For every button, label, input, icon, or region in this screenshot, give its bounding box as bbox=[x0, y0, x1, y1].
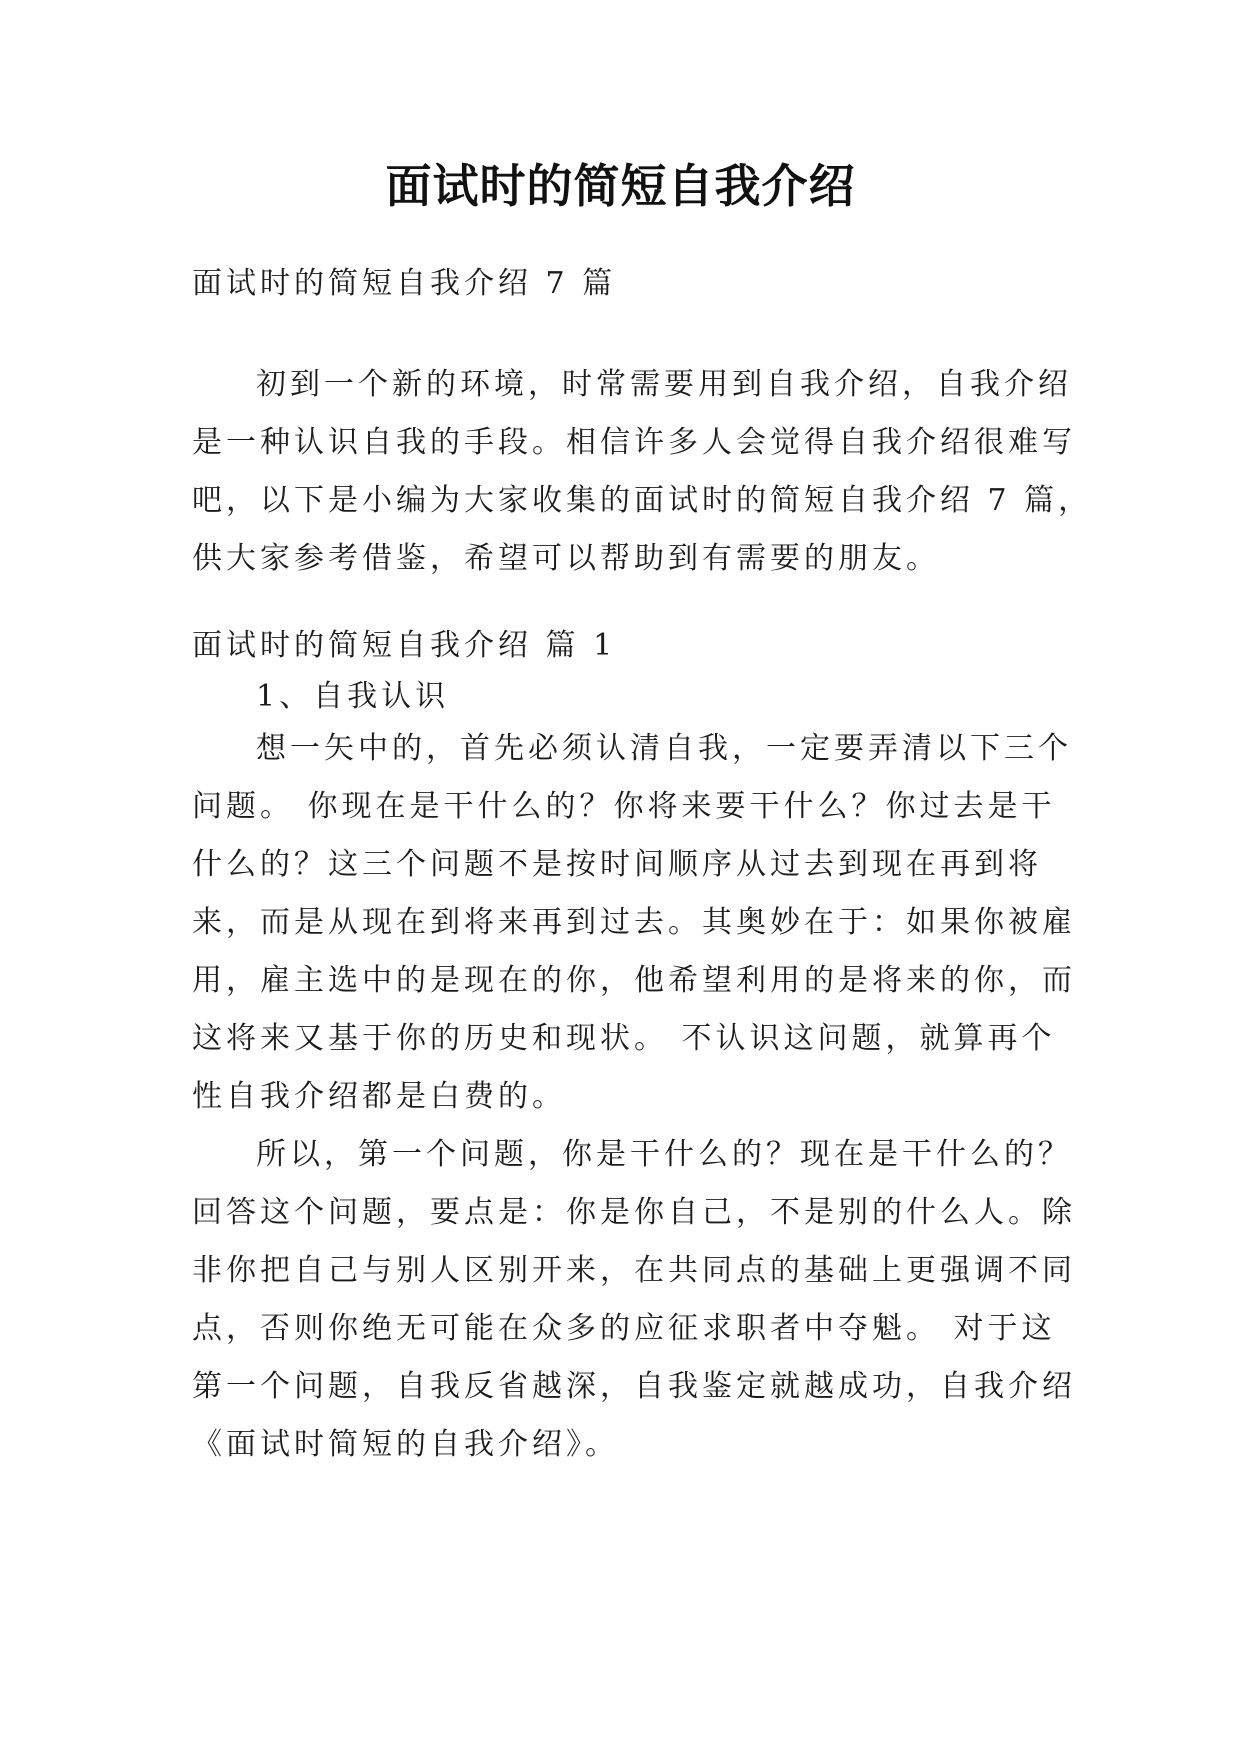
paragraph-line: 供大家参考借鉴，希望可以帮助到有需要的朋友。 bbox=[192, 541, 940, 576]
paragraph-line: 初到一个新的环境，时常需要用到自我介绍，自我介绍 bbox=[256, 367, 1072, 402]
subheading-text: 1、自我认识 bbox=[256, 679, 450, 714]
paragraph-line: 这将来又基于你的历史和现状。 不认识这问题，就算再个 bbox=[192, 1021, 1056, 1056]
body-paragraph-1 bbox=[192, 720, 1076, 1126]
paragraph-line: 吧，以下是小编为大家收集的面试时的简短自我介绍 7 篇， bbox=[192, 483, 1093, 518]
paragraph-line: 来，而是从现在到将来再到过去。其奥妙在于：如果你被雇 bbox=[192, 905, 1076, 940]
document-subtitle bbox=[192, 255, 1072, 313]
paragraph-line: 是一种认识自我的手段。相信许多人会觉得自我介绍很难写 bbox=[192, 425, 1076, 460]
paragraph-line: 性自我介绍都是白费的。 bbox=[192, 1079, 566, 1114]
document-title: 面试时的简短自我介绍 bbox=[385, 159, 856, 213]
paragraph-line: 第一个问题，自我反省越深，自我鉴定就越成功，自我介绍 bbox=[192, 1369, 1076, 1404]
intro-paragraph bbox=[192, 356, 1093, 588]
paragraph-line: 点，否则你绝无可能在众多的应征求职者中夺魁。 对于这 bbox=[192, 1311, 1056, 1346]
paragraph-line: 用，雇主选中的是现在的你，他希望利用的是将来的你，而 bbox=[192, 963, 1076, 998]
paragraph-line: 所以，第一个问题，你是干什么的？现在是干什么的？ bbox=[256, 1137, 1072, 1172]
paragraph-line: 回答这个问题，要点是：你是你自己，不是别的什么人。除 bbox=[192, 1195, 1076, 1230]
paragraph-line: 想一矢中的，首先必须认清自我，一定要弄清以下三个 bbox=[256, 731, 1072, 766]
paragraph-line: 《面试时简短的自我介绍》。 bbox=[192, 1427, 619, 1462]
section-heading bbox=[192, 617, 1072, 675]
section-heading-text: 面试时的简短自我介绍 篇 1 bbox=[192, 628, 617, 663]
paragraph-line: 非你把自己与别人区别开来，在共同点的基础上更强调不同 bbox=[192, 1253, 1076, 1288]
subheading bbox=[192, 668, 1072, 726]
paragraph-line: 问题。 你现在是干什么的？你将来要干什么？你过去是干 bbox=[192, 789, 1056, 824]
body-paragraph-2 bbox=[192, 1126, 1076, 1474]
subtitle-text: 面试时的简短自我介绍 7 篇 bbox=[192, 266, 617, 301]
paragraph-line: 什么的？这三个问题不是按时间顺序从过去到现在再到将 bbox=[192, 847, 1042, 882]
